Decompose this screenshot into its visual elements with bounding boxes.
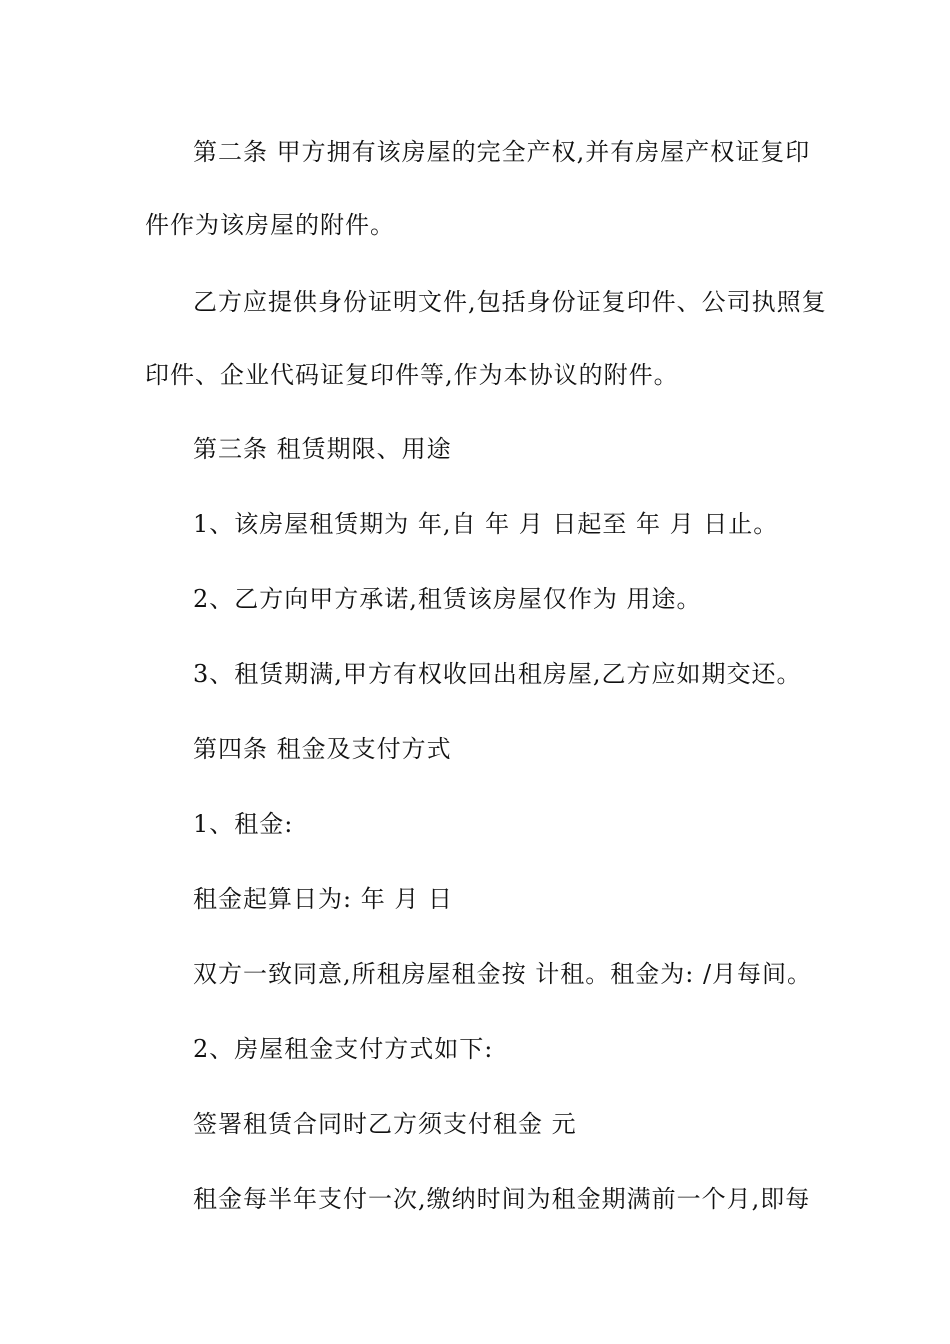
paragraph-line-tenant-docs: 乙方应提供身份证明文件,包括身份证复印件、公司执照复 [193,288,827,316]
paragraph-line-tenant-docs-cont: 印件、企业代码证复印件等,作为本协议的附件。 [145,361,679,389]
heading-article-3: 第三条 租赁期限、用途 [193,435,452,463]
clause-3-1: 1、该房屋租赁期为 年,自 年 月 日起至 年 月 日止。 [193,510,779,538]
paragraph-line-article-2: 第二条 甲方拥有该房屋的完全产权,并有房屋产权证复印 [193,138,811,166]
payment-schedule: 租金每半年支付一次,缴纳时间为租金期满前一个月,即每 [193,1185,811,1213]
clause-3-3: 3、租赁期满,甲方有权收回出租房屋,乙方应如期交还。 [193,660,802,688]
clause-3-2: 2、乙方向甲方承诺,租赁该房屋仅作为 用途。 [193,585,702,613]
rent-start-date: 租金起算日为: 年 月 日 [193,885,453,913]
clause-4-1: 1、租金: [193,810,294,838]
signing-payment: 签署租赁合同时乙方须支付租金 元 [193,1110,577,1138]
paragraph-line-article-2-cont: 件作为该房屋的附件。 [145,211,395,239]
clause-4-2: 2、房屋租金支付方式如下: [193,1035,494,1063]
heading-article-4: 第四条 租金及支付方式 [193,735,452,763]
rent-agreement: 双方一致同意,所租房屋租金按 计租。租金为: /月每间。 [193,960,813,988]
